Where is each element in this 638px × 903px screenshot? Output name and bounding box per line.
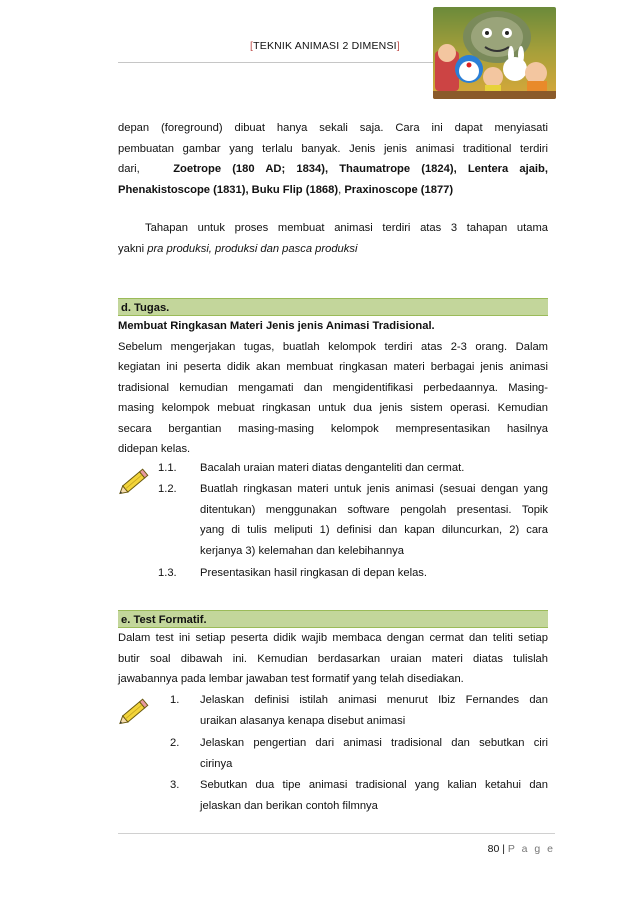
text-line: Sebutkan dua tipe animasi tradisional yang kalian ketahui dan xyxy=(200,779,548,791)
text-span: yakni xyxy=(118,242,148,255)
text-line xyxy=(118,239,548,260)
text-line: Buatlah ringkasan materi untuk jenis animasi (sesuai dengan yang xyxy=(200,483,548,495)
footer-separator: | xyxy=(499,843,508,855)
section-heading-test-formatif: e. Test Formatif. xyxy=(118,610,548,628)
header-title xyxy=(250,40,400,52)
text-span: , xyxy=(338,183,345,196)
list-number: 1.2. xyxy=(158,483,177,495)
text-line: Jelaskan definisi istilah animasi menurut Ibiz Fernandes dan xyxy=(200,694,548,706)
section-heading-tugas: d. Tugas. xyxy=(118,298,548,316)
text-line: cirinya xyxy=(200,757,233,770)
bold-text: Zoetrope (180 AD; 1834), Thaumatrope (1824), Lentera ajaib, xyxy=(173,163,548,175)
page-number: 80 xyxy=(487,843,500,855)
header-title-text: TEKNIK ANIMASI 2 DIMENSI xyxy=(253,40,397,52)
text-line: pembuatan gambar yang terlalu banyak. Jenis jenis animasi traditional terdiri xyxy=(118,142,548,155)
section-tugas-body xyxy=(118,316,548,460)
pencil-icon xyxy=(118,692,154,728)
text-line: butir soal dibawah ini. Kemudian berdasarkan uraian materi diatas tulislah xyxy=(118,652,548,665)
text-line: uraikan alasanya kenapa disebut animasi xyxy=(200,714,406,727)
bold-text: Praxinoscope (1877) xyxy=(344,183,454,196)
text-line: jelaskan dan berikan contoh filmnya xyxy=(200,799,378,812)
page-header xyxy=(0,0,638,70)
list-number: 2. xyxy=(170,737,180,749)
text-line: Bacalah uraian materi diatas denganteliti dan cermat. xyxy=(200,462,465,474)
text-line: masing kelompok mebuat ringkasan untuk dua jenis sistem operasi. Kemudian xyxy=(118,402,548,414)
header-bracket-open: [ xyxy=(250,40,254,52)
footer-divider xyxy=(118,833,555,834)
text-line: depan (foreground) dibuat hanya sekali saja. Cara ini dapat menyiasati xyxy=(118,122,548,134)
text-line: Dalam test ini setiap peserta didik wajib membaca dengan cermat dan teliti setiap xyxy=(118,632,548,644)
text-line: Sebelum mengerjakan tugas, buatlah kelompok terdiri atas 2-3 orang. Dalam xyxy=(118,340,548,353)
list-number: 3. xyxy=(170,779,180,791)
text-line: jawabannya pada lembar jawaban test formatif yang telah disediakan. xyxy=(118,673,464,685)
page-label: P a g e xyxy=(507,843,555,855)
text-line: Presentasikan hasil ringkasan di depan kelas. xyxy=(200,567,427,579)
text-line: Tahapan untuk proses membuat animasi terdiri atas 3 tahapan utama xyxy=(145,222,548,234)
page-footer xyxy=(488,843,555,855)
text-line xyxy=(118,180,548,201)
cartoon-poster-illustration xyxy=(433,7,556,99)
text-line: secara bergantian masing-masing kelompok mempresentasikan hasilnya xyxy=(118,422,548,435)
list-number: 1.3. xyxy=(158,567,177,579)
text-line: yang di tulis meliputi 1) definisi dan kapan diluncurkan, 2) cara xyxy=(200,524,548,536)
header-bracket-close: ] xyxy=(396,40,400,52)
text-line: Jelaskan pengertian dari animasi tradisional dan sebutkan ciri xyxy=(200,737,548,749)
text-line: kerjanya 3) kelemahan dan kelebihannya xyxy=(200,544,404,557)
text-line: ditentukan) menggunakan software pengolah presentasi. Topik xyxy=(200,503,548,516)
text-line xyxy=(118,159,548,180)
italic-text: pra produksi, produksi dan pasca produksi xyxy=(147,242,358,255)
section-subtitle: Membuat Ringkasan Materi Jenis jenis Animasi Tradisional. xyxy=(118,320,435,332)
section-test-body xyxy=(118,628,548,690)
paragraph-traditional-types xyxy=(118,118,548,200)
text-line: didepan kelas. xyxy=(118,443,191,455)
bold-text: Phenakistoscope (1831), Buku Flip (1868) xyxy=(118,183,339,196)
text-line: kegiatan ini peserta didik akan membuat ringkasan materi berbagai jenis animasi xyxy=(118,361,548,373)
pencil-icon xyxy=(118,462,154,498)
paragraph-animation-stages xyxy=(118,218,548,259)
text-line: tradisional kemudian mengamati dan mengidentifikasi perbedaannya. Masing- xyxy=(118,381,548,394)
list-number: 1.1. xyxy=(158,462,177,474)
header-cartoon-image xyxy=(433,7,556,99)
list-number: 1. xyxy=(170,694,180,706)
text-span: dari, xyxy=(118,163,140,175)
